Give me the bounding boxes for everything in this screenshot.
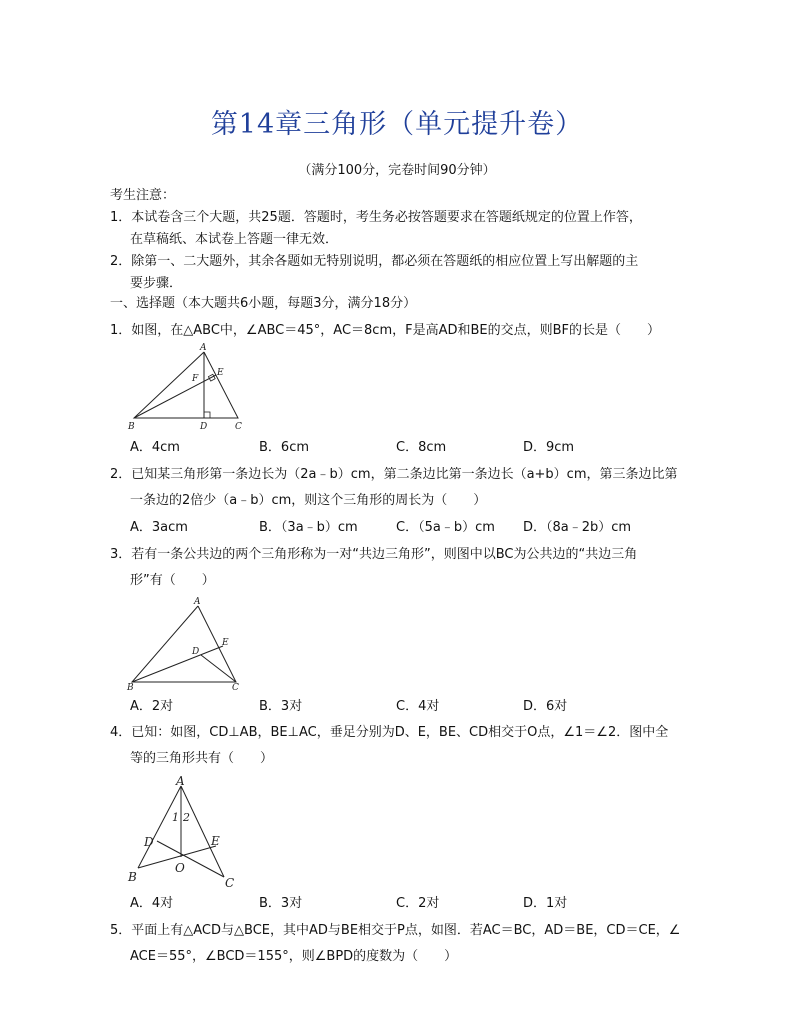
figure-label: F: [192, 374, 199, 384]
section-heading: 一、选择题（本大题共6小题，每题3分，满分18分）: [110, 296, 417, 311]
figure-label: C: [235, 422, 242, 432]
question-5-text-cont: ACE＝55°，∠BCD＝155°，则∠BPD的度数为（ ）: [130, 949, 458, 964]
question-4-option-c: C．2对: [396, 896, 440, 911]
question-4-option-b: B．3对: [259, 896, 303, 911]
figure-label: 2: [183, 811, 190, 824]
question-1-option-c: C．8cm: [396, 440, 447, 455]
figure-label: D: [192, 647, 200, 657]
figure-label: A: [200, 343, 207, 353]
figure-label: D: [144, 835, 154, 849]
notice-heading: 考生注意：: [110, 188, 176, 203]
figure-label: A: [194, 597, 201, 607]
notice-item-2-cont: 要步骤．: [130, 276, 183, 291]
question-3-option-b: B．3对: [259, 699, 303, 714]
question-2-text-cont: 一条边的2倍少（a﹣b）cm，则这个三角形的周长为（ ）: [130, 493, 487, 508]
question-5-text: 5．平面上有△ACD与△BCE，其中AD与BE相交于P点，如图．若AC＝BC，AD＝BE，CD＝CE，∠: [110, 923, 681, 938]
question-2-text: 2．已知某三角形第一条边长为（2a﹣b）cm，第二条边比第一条边长（a+b）cm，第三条边比第: [110, 467, 678, 482]
question-1-option-b: B．6cm: [259, 440, 310, 455]
question-3-text: 3．若有一条公共边的两个三角形称为一对“共边三角形”，则图中以BC为公共边的“共边三角: [110, 547, 638, 562]
question-4-option-d: D．1对: [523, 896, 568, 911]
question-3-option-a: A．2对: [130, 699, 174, 714]
figure-label: E: [217, 368, 224, 378]
question-3-option-d: D．6对: [523, 699, 568, 714]
question-1-figure: [124, 342, 244, 432]
notice-item-1-cont: 在草稿纸、本试卷上答题一律无效．: [130, 232, 339, 247]
question-2-option-d: D．（8a﹣2b）cm: [523, 520, 632, 535]
question-1-option-d: D．9cm: [523, 440, 575, 455]
figure-label: C: [232, 683, 239, 693]
question-3-figure: [126, 596, 246, 692]
question-4-text: 4．已知：如图，CD⊥AB，BE⊥AC，垂足分别为D、E，BE、CD相交于O点，∠1＝∠2．图中全: [110, 725, 669, 740]
figure-label: B: [127, 683, 134, 693]
figure-label: O: [175, 861, 185, 875]
page-title: 第14章三角形（单元提升卷）: [210, 109, 584, 140]
question-4-option-a: A．4对: [130, 896, 174, 911]
figure-label: D: [200, 422, 208, 432]
question-1-option-a: A．4cm: [130, 440, 180, 455]
figure-label: E: [222, 638, 229, 648]
figure-label: C: [225, 876, 235, 890]
question-2-option-b: B．（3a﹣b）cm: [259, 520, 358, 535]
question-4-text-cont: 等的三角形共有（ ）: [130, 751, 274, 766]
question-2-option-a: A．3acm: [130, 520, 188, 535]
page-subtitle: （满分100分，完卷时间90分钟）: [298, 163, 496, 178]
question-3-text-cont: 形”有（ ）: [130, 573, 215, 588]
notice-item-1: 1．本试卷含三个大题，共25题．答题时，考生务必按答题要求在答题纸规定的位置上作答，: [110, 210, 642, 225]
figure-label: B: [128, 422, 135, 432]
figure-label: B: [128, 870, 137, 884]
figure-label: A: [176, 774, 185, 788]
question-2-option-c: C．（5a﹣b）cm: [396, 520, 495, 535]
question-3-option-c: C．4对: [396, 699, 440, 714]
question-4-figure: [124, 774, 244, 892]
figure-label: 1: [172, 811, 179, 824]
notice-item-2: 2．除第一、二大题外，其余各题如无特别说明，都必须在答题纸的相应位置上写出解题的主: [110, 254, 639, 269]
question-1-text: 1．如图，在△ABC中，∠ABC＝45°，AC＝8cm，F是高AD和BE的交点，则BF的长是（ ）: [110, 323, 661, 338]
figure-label: E: [211, 834, 220, 848]
